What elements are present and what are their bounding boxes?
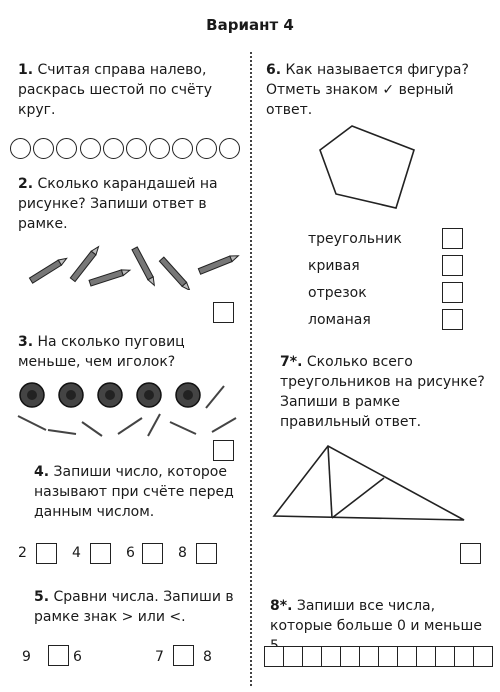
- pencil: [89, 267, 131, 286]
- triangles-figure: [264, 440, 474, 528]
- task-2-question: Сколько карандашей на рисунке? Запиши ответ в рамке.: [18, 176, 218, 232]
- task-2-answer-box[interactable]: [213, 302, 234, 323]
- needle: [170, 422, 196, 434]
- circle-row: [10, 138, 245, 162]
- pencils-picture: [12, 244, 244, 290]
- task-1-text: [18, 60, 240, 120]
- button: [176, 383, 200, 407]
- task-5-question: Сравни числа. Запиши в рамке знак > или <.: [34, 589, 234, 625]
- button: [98, 383, 122, 407]
- task-2-text: [18, 174, 240, 234]
- answer-cell-8[interactable]: [397, 646, 417, 667]
- task-4-number: 4.: [34, 464, 50, 480]
- task-4-box-3[interactable]: [142, 543, 163, 564]
- circle-9[interactable]: [196, 138, 217, 159]
- button: [137, 383, 161, 407]
- task-3-question: На сколько пуговиц меньше, чем иголок?: [18, 334, 185, 370]
- answer-cell-10[interactable]: [435, 646, 455, 667]
- answer-cell-6[interactable]: [359, 646, 379, 667]
- option-label-curve: кривая: [308, 258, 360, 274]
- circle-2[interactable]: [33, 138, 54, 159]
- option-checkbox-polyline[interactable]: [442, 309, 463, 330]
- answer-cell-12[interactable]: [473, 646, 493, 667]
- task-4-number-3: 6: [126, 545, 135, 561]
- option-label-polyline: ломаная: [308, 312, 371, 328]
- answer-cell-5[interactable]: [340, 646, 360, 667]
- task-3-number: 3.: [18, 334, 34, 350]
- answer-cell-4[interactable]: [321, 646, 341, 667]
- task-4-question: Запиши число, которое называют при счёте перед данным числом.: [34, 464, 234, 520]
- task-8-question: Запиши все числа, которые больше 0 и меньше: [270, 598, 482, 634]
- task-1-number: 1.: [18, 62, 34, 78]
- task-1-question: Считая справа налево, раскрась шестой по счёту круг.: [18, 62, 213, 118]
- pencil: [70, 245, 101, 282]
- option-label-segment: отрезок: [308, 285, 367, 301]
- circle-6[interactable]: [126, 138, 147, 159]
- task-5-right-a: 6: [73, 649, 82, 665]
- worksheet-title: Вариант 4: [206, 16, 294, 34]
- needle: [206, 386, 224, 408]
- answer-cell-9[interactable]: [416, 646, 436, 667]
- needle: [48, 430, 76, 434]
- task-4-number-4: 8: [178, 545, 187, 561]
- task-5-left-b: 7: [155, 649, 164, 665]
- task-6-text: [266, 60, 488, 120]
- task-7-text: [280, 352, 486, 432]
- task-5-right-b: 8: [203, 649, 212, 665]
- answer-cell-1[interactable]: [264, 646, 284, 667]
- option-checkbox-segment[interactable]: [442, 282, 463, 303]
- option-checkbox-curve[interactable]: [442, 255, 463, 276]
- button: [59, 383, 83, 407]
- needle: [82, 422, 102, 436]
- needle: [212, 418, 236, 432]
- task-4-number-2: 4: [72, 545, 81, 561]
- circle-4[interactable]: [80, 138, 101, 159]
- task-4-text: [34, 462, 244, 522]
- answer-cell-3[interactable]: [302, 646, 322, 667]
- circle-7[interactable]: [149, 138, 170, 159]
- task-2-number: 2.: [18, 176, 34, 192]
- answer-cell-7[interactable]: [378, 646, 398, 667]
- needle: [118, 418, 142, 434]
- pencil: [29, 256, 68, 283]
- needle: [18, 416, 46, 430]
- pencil: [198, 253, 239, 274]
- buttons-needles-picture: [10, 378, 248, 444]
- task-3-answer-box[interactable]: [213, 440, 234, 461]
- task-4-number-1: 2: [18, 545, 27, 561]
- task-8-number: 8*.: [270, 598, 293, 614]
- answer-cells-row: [264, 646, 496, 668]
- circle-1[interactable]: [10, 138, 31, 159]
- needle: [148, 414, 160, 436]
- circle-8[interactable]: [172, 138, 193, 159]
- task-6-question: Как называется фигура? Отметь знаком ✓ верный ответ.: [266, 62, 469, 118]
- circle-10[interactable]: [219, 138, 240, 159]
- task-3-text: [18, 332, 240, 372]
- option-checkbox-triangle[interactable]: [442, 228, 463, 249]
- pentagon-figure: [310, 118, 426, 214]
- task-4-box-4[interactable]: [196, 543, 217, 564]
- task-6-number: 6.: [266, 62, 282, 78]
- task-4-box-2[interactable]: [90, 543, 111, 564]
- task-7-answer-box[interactable]: [460, 543, 481, 564]
- answer-cell-11[interactable]: [454, 646, 474, 667]
- pencil: [159, 257, 192, 290]
- answer-cell-2[interactable]: [283, 646, 303, 667]
- task-5-number: 5.: [34, 589, 50, 605]
- task-4-box-1[interactable]: [36, 543, 57, 564]
- button: [20, 383, 44, 407]
- pencil: [132, 247, 157, 287]
- column-divider: [250, 52, 252, 686]
- option-label-triangle: треугольник: [308, 231, 402, 247]
- task-5-left-a: 9: [22, 649, 31, 665]
- circle-3[interactable]: [56, 138, 77, 159]
- task-5-box-1[interactable]: [48, 645, 69, 666]
- task-5-text: [34, 587, 244, 627]
- task-5-box-2[interactable]: [173, 645, 194, 666]
- task-7-question: Сколько всего треугольников на рисунке? Запиши в рамке правильный ответ.: [280, 354, 485, 430]
- circle-5[interactable]: [103, 138, 124, 159]
- task-7-number: 7*.: [280, 354, 303, 370]
